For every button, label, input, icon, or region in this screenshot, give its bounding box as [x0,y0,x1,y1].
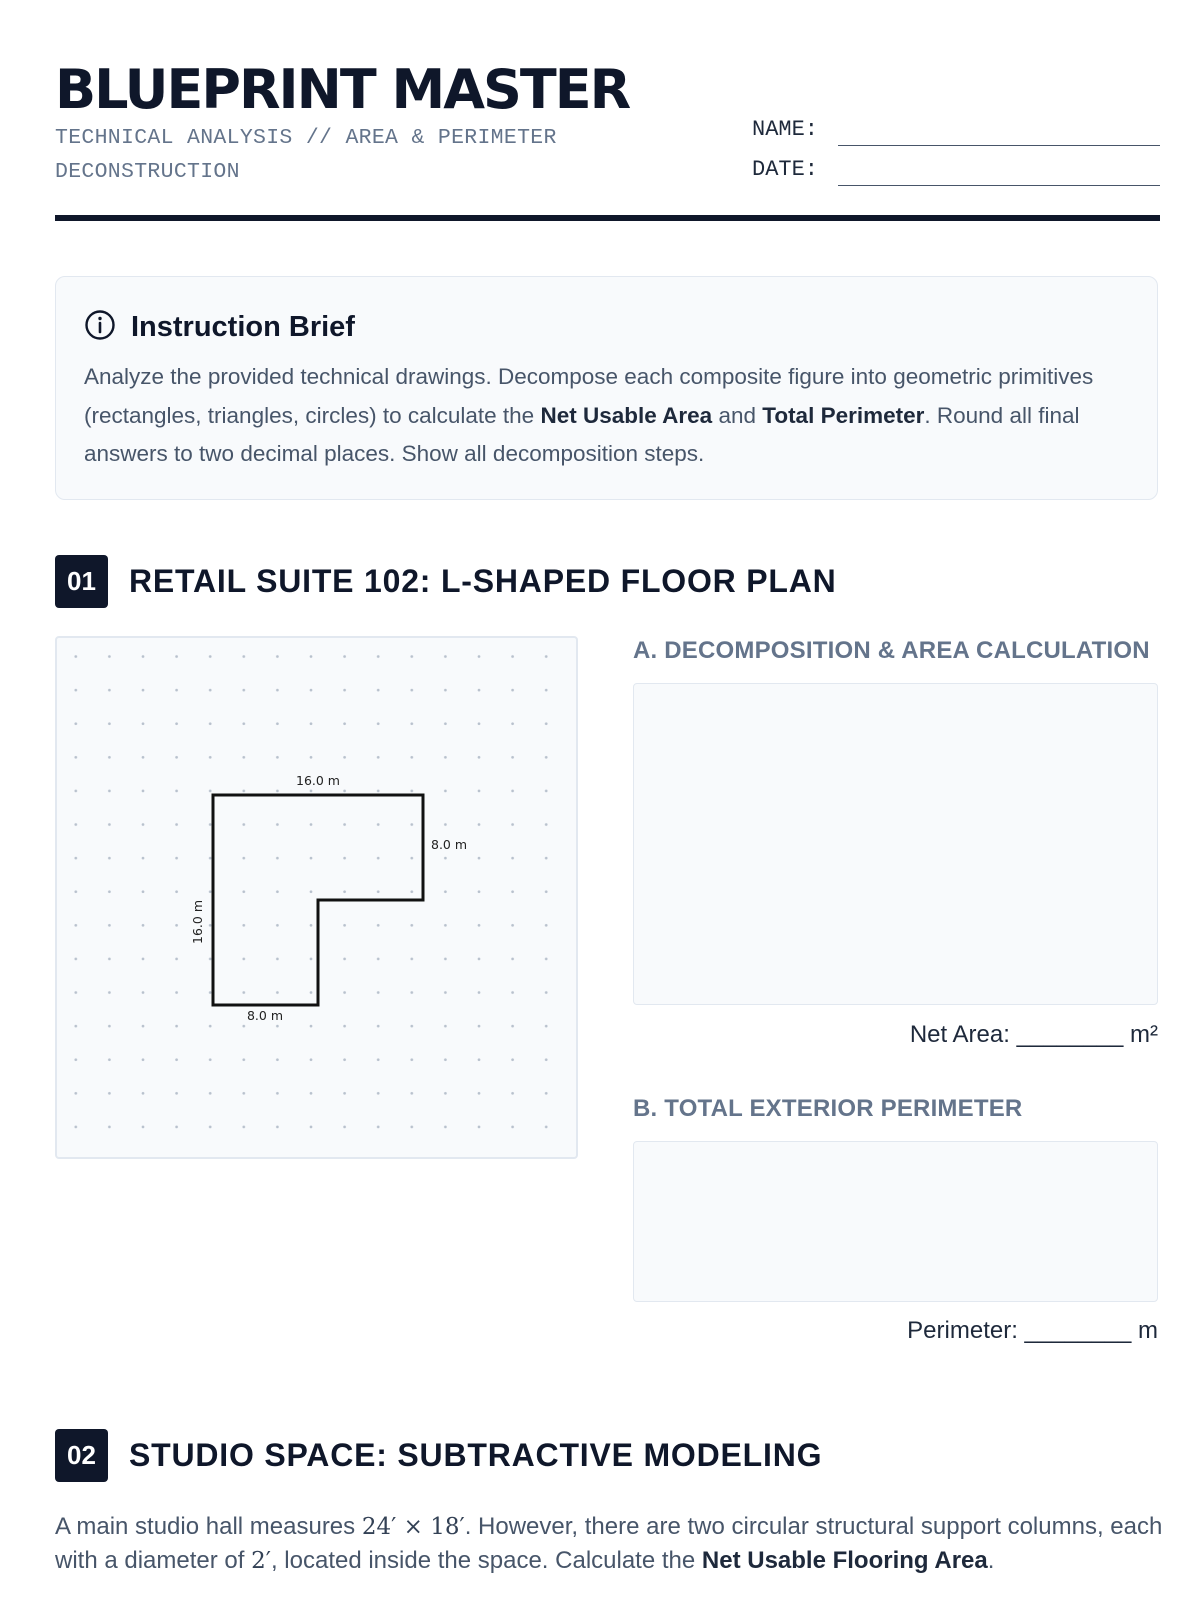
perimeter-blank[interactable]: ________ [1024,1317,1132,1344]
worksheet-header [55,55,1160,220]
date-label: DATE: [752,157,819,182]
part-a-label: A. DECOMPOSITION & AREA CALCULATION [633,637,1150,664]
section-1-number: 01 [55,555,108,608]
net-area-answer: Net Area: ________ m² [909,1021,1158,1048]
section-1-title: RETAIL SUITE 102: L-SHAPED FLOOR PLAN [129,563,837,599]
dimension-label-right: 8.0 m [431,837,468,852]
subtitle-line-2: DECONSTRUCTION [55,160,240,184]
perimeter-answer: Perimeter: ________ m [907,1317,1158,1344]
perimeter-work-box[interactable] [633,1141,1158,1302]
brief-heading [84,309,355,346]
column-diameter: 2′ [251,1548,271,1574]
name-label: NAME: [752,117,819,142]
worksheet-subtitle [55,121,615,189]
dimension-label-left: 16.0 m [190,900,205,944]
bold-net-usable-flooring-area: Net Usable Flooring Area [701,1547,988,1574]
floor-plan-diagram [55,636,578,1159]
instruction-brief [55,276,1158,500]
header-divider [55,215,1160,221]
date-blank-line[interactable] [838,185,1160,186]
date-field [752,157,818,182]
section-2-problem-text: A main studio hall measures 24′ × 18′. However, there are two circular structural support columns, each with a diameter of 2′, located inside the space. Calculate the Net Usable Flooring Area. [55,1513,1163,1574]
bold-net-usable-area: Net Usable Area [540,402,713,428]
brief-text: Analyze the provided technical drawings. Decompose each composite figure into geometric primitives (rectangles, triangles, circles) to calculate the Net Usable Area and Total Perimeter. Round all final answers to two decimal places. Show all decomposition steps. [84,364,1094,466]
floor-plan-svg [57,638,576,1157]
area-work-box[interactable] [633,683,1158,1005]
bold-total-perimeter: Total Perimeter [762,402,925,428]
studio-dimensions: 24′ × 18′ [361,1514,465,1540]
section-2-number: 02 [55,1429,108,1482]
part-b-label: B. TOTAL EXTERIOR PERIMETER [633,1095,1023,1122]
section-2-heading [55,1429,822,1482]
name-blank-line[interactable] [838,145,1160,146]
worksheet-title: BLUEPRINT MASTER [55,58,630,121]
dot-grid [57,638,576,1157]
brief-title: Instruction Brief [131,311,355,343]
info-circle-icon [84,309,116,346]
subtitle-line-1: TECHNICAL ANALYSIS // AREA & PERIMETER [55,126,557,150]
section-2-title: STUDIO SPACE: SUBTRACTIVE MODELING [129,1437,823,1473]
dimension-label-top: 16.0 m [296,773,340,788]
net-area-blank[interactable]: ________ [1016,1021,1124,1048]
section-1-heading [55,555,837,608]
name-field [752,117,818,142]
dimension-label-bottom: 8.0 m [246,1008,284,1023]
